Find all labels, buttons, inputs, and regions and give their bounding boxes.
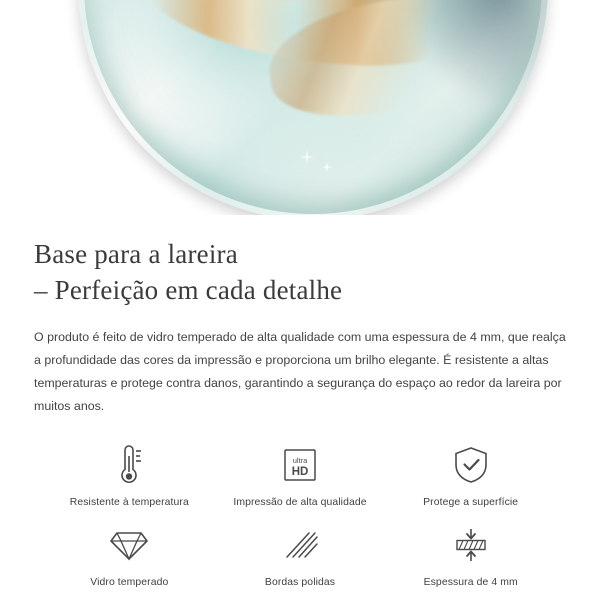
- feature-label: Protege a superfície: [423, 497, 519, 508]
- sparkle-icon: [322, 162, 332, 172]
- feature-item: [385, 522, 556, 588]
- ultra-hd-icon: [279, 442, 321, 488]
- feature-item: [44, 442, 215, 508]
- description-paragraph: O produto é feito de vidro temperado de alta qualidade com uma espessura de 4 mm, que realça a profundidade das cores da impressão e proporciona um brilho elegante. É resistente a altas temperaturas e protege contra danos, garantindo a segurança do espaço ao redor da lareira por muitos anos.: [34, 330, 566, 414]
- headline-line-2: – Perfeição em cada detalhe: [34, 274, 343, 305]
- sparkle-icon: [300, 150, 314, 164]
- diamond-icon: [106, 522, 152, 568]
- feature-label: Vidro temperado: [90, 577, 169, 588]
- feature-label: Resistente à temperatura: [69, 497, 189, 508]
- feature-label: Bordas polidas: [264, 577, 336, 588]
- thermometer-icon: [107, 442, 151, 488]
- feature-item: [215, 522, 386, 588]
- polished-edges-icon: [279, 522, 321, 568]
- content-area: [0, 237, 600, 588]
- shield-check-icon: [450, 442, 492, 488]
- headline-line-1: Base para a lareira: [34, 239, 238, 269]
- feature-item: [385, 442, 556, 508]
- feature-label: Espessura de 4 mm: [423, 577, 518, 588]
- page-title: [34, 237, 566, 308]
- feature-item: [215, 442, 386, 508]
- feature-grid: [34, 442, 566, 588]
- svg-text:HD: HD: [291, 466, 309, 478]
- thickness-arrows-icon: [449, 522, 493, 568]
- hero-image: [0, 0, 600, 215]
- feature-label: Impressão de alta qualidade: [233, 497, 367, 508]
- svg-text:ultra: ultra: [292, 456, 308, 465]
- feature-item: [44, 522, 215, 588]
